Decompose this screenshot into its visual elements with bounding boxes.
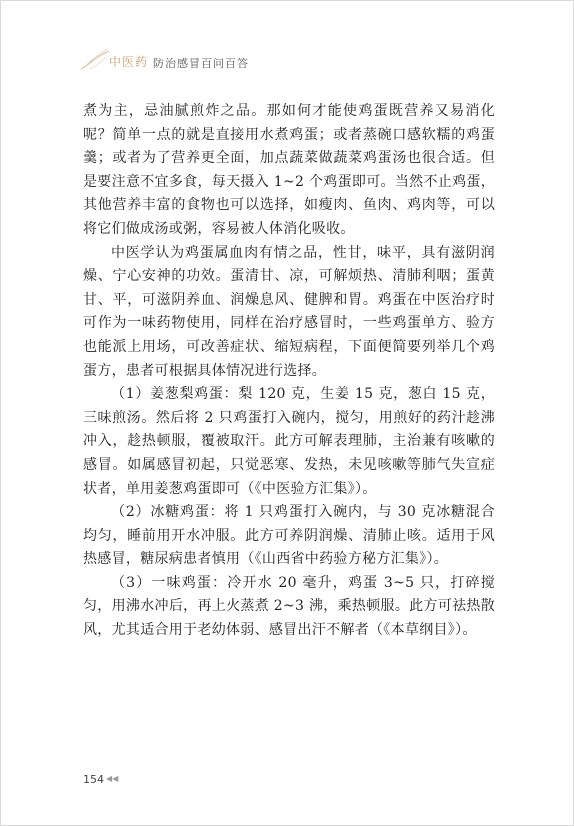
logo-text: 中医药 xyxy=(109,55,149,69)
paragraph: 煮为主，忌油腻煎炸之品。那如何才能使鸡蛋既营养又易消化呢？简单一点的就是直接用水煮鸡蛋；或者蒸碗口感软糯的鸡蛋羹；或者为了营养更全面，加点蔬菜做蔬菜鸡蛋汤也很合适。但是要注意不宜多食，每天摄入 1~2 个鸡蛋即可。当然不止鸡蛋，其他营养丰富的食物也可以选择，如瘦肉、鱼肉、鸡肉等，可以将它们做成汤或粥，容易被人体消化吸收。 xyxy=(83,103,495,237)
page-footer xyxy=(83,768,118,784)
paragraph: （2）冰糖鸡蛋：将 1 只鸡蛋打入碗内，与 30 克冰糖混合均匀，睡前用开水冲服。此方可养阴润燥、清肺止咳。适用于风热感冒，糖尿病患者慎用（《山西省中药验方秘方汇集》）。 xyxy=(83,504,495,568)
book-subtitle: 防治感冒百问百答 xyxy=(153,57,249,70)
double-left-arrow-icon: ◀◀ xyxy=(106,774,119,783)
paragraph: （3）一味鸡蛋：冷开水 20 毫升，鸡蛋 3~5 只，打碎搅匀，用沸水冲后，再上火蒸煮 2~3 沸，乘热顿服。此方可祛热散风，尤其适合用于老幼体弱、感冒出汗不解者（《本草纲目》）。 xyxy=(83,574,495,639)
paragraph: （1）姜葱梨鸡蛋：梨 120 克，生姜 15 克，葱白 15 克，三味煎汤。然后将 2 只鸡蛋打入碗内，搅匀，用煎好的药汁趁沸冲入，趁热顿服，覆被取汗。此方可解表理肺，主治兼有咳嗽的感冒。如属感冒初起，只觉恶寒、发热，未见咳嗽等肺气失宣症状者，单用姜葱鸡蛋即可（《中医验方汇集》）。 xyxy=(83,386,495,497)
body-text xyxy=(83,100,495,643)
page-header xyxy=(79,47,499,77)
paragraph: 中医学认为鸡蛋属血肉有情之品，性甘，味平，具有滋阴润燥、宁心安神的功效。蛋清甘、凉，可解烦热、清肺利咽；蛋黄甘、平，可滋阴养血、润燥息风、健脾和胃。鸡蛋在中医治疗时可作为一味药物使用，同样在治疗感冒时，一些鸡蛋单方、验方也能派上用场，可改善症状、缩短病程，下面便简要列举几个鸡蛋方，患者可根据具体情况进行选择。 xyxy=(83,244,495,379)
page-number: 154 xyxy=(83,773,104,786)
